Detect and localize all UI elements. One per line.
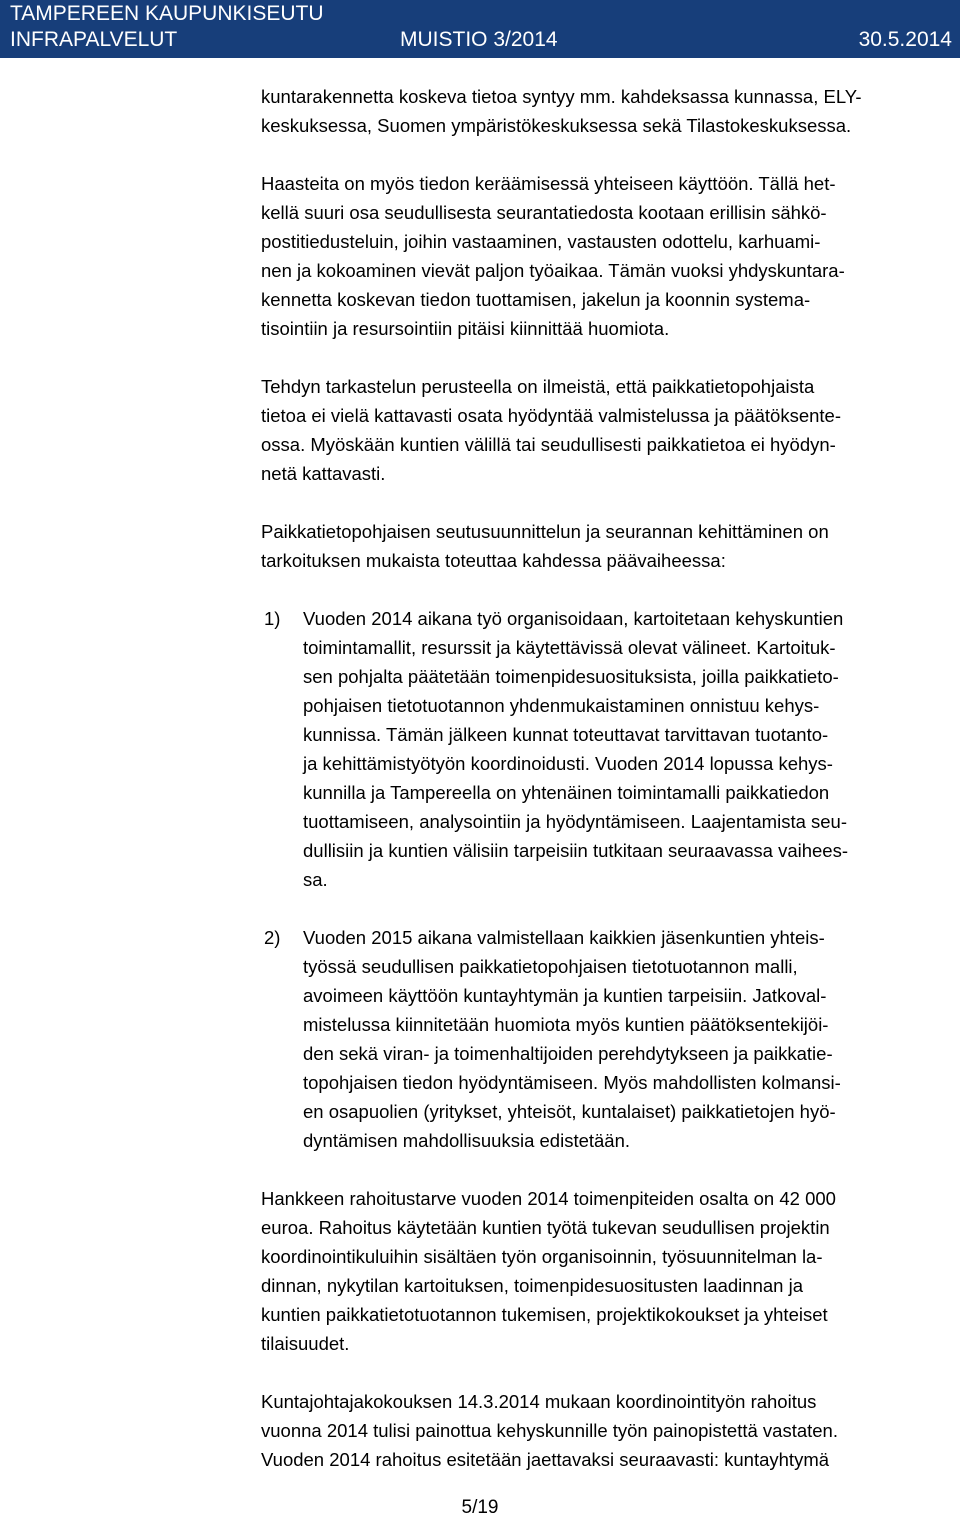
text-line: kennetta koskevan tiedon tuottamisen, jakelun ja koonnin systema-: [261, 289, 811, 310]
text-line: kunnilla ja Tampereella on yhtenäinen toimintamalli paikkatiedon: [303, 782, 830, 803]
text-line: avoimeen käyttöön kuntayhtymän ja kuntien tarpeisiin. Jatkoval-: [303, 985, 827, 1006]
list-number: 2): [264, 927, 281, 948]
text-line: koordinointikuluihin sisältäen työn organisoinnin, työsuunnitelman la-: [261, 1246, 823, 1267]
text-line: kellä suuri osa seudullisesta seurantatiedosta kootaan erillisin sähkö-: [261, 202, 827, 223]
text-line: työssä seudullisen paikkatietopohjaisen tietotuotannon malli,: [303, 956, 798, 977]
organization-name: TAMPEREEN KAUPUNKISEUTU: [10, 2, 324, 25]
text-line: mistelussa kiinnitetään huomiota myös kuntien päätöksentekijöi-: [303, 1014, 829, 1035]
text-line: ossa. Myöskään kuntien välillä tai seudullisesti paikkatietoa ei hyödyn-: [261, 434, 836, 455]
document-body: [261, 82, 951, 1503]
list-item-text: [303, 604, 951, 894]
text-line: dyntämisen mahdollisuuksia edistetään.: [303, 1130, 631, 1151]
document-date: 30.5.2014: [858, 28, 952, 51]
document-header: [0, 0, 960, 58]
paragraph: [261, 517, 951, 575]
list-item: [261, 604, 951, 894]
text-line: postitiedusteluin, joihin vastaaminen, vastausten odottelu, karhuami-: [261, 231, 821, 252]
paragraph: [261, 82, 951, 140]
text-line: Haasteita on myös tiedon keräämisessä yhteiseen käyttöön. Tällä het-: [261, 173, 836, 194]
text-line: kunnissa. Tämän jälkeen kunnat toteuttavat tarvittavan tuotanto-: [303, 724, 829, 745]
department-name: INFRAPALVELUT: [10, 28, 178, 51]
list-number: 1): [264, 608, 281, 629]
text-line: pohjaisen tietotuotannon yhdenmukaistaminen onnistuu kehys-: [303, 695, 820, 716]
text-line: Kuntajohtajakokouksen 14.3.2014 mukaan koordinointityön rahoitus: [261, 1391, 817, 1412]
text-line: Paikkatietopohjaisen seutusuunnittelun ja seurannan kehittäminen on: [261, 521, 829, 542]
text-line: tisointiin ja resursointiin pitäisi kiinnittää huomiota.: [261, 318, 670, 339]
paragraph: [261, 1387, 951, 1474]
text-line: Vuoden 2014 aikana työ organisoidaan, kartoitetaan kehyskuntien: [303, 608, 844, 629]
paragraph: [261, 169, 951, 343]
text-line: vuonna 2014 tulisi painottua kehyskunnille työn painopistettä vastaten.: [261, 1420, 838, 1441]
list-item: [261, 923, 951, 1155]
text-line: dinnan, nykytilan kartoituksen, toimenpidesuositusten laadinnan ja: [261, 1275, 803, 1296]
text-line: Tehdyn tarkastelun perusteella on ilmeistä, että paikkatietopohjaista: [261, 376, 815, 397]
text-line: tietoa ei vielä kattavasti osata hyödyntää valmistelussa ja päätöksente-: [261, 405, 841, 426]
text-line: keskuksessa, Suomen ympäristökeskuksessa sekä Tilastokeskuksessa.: [261, 115, 852, 136]
text-line: netä kattavasti.: [261, 463, 386, 484]
text-line: tilaisuudet.: [261, 1333, 350, 1354]
text-line: kuntarakennetta koskeva tietoa syntyy mm. kahdeksassa kunnassa, ELY-: [261, 86, 862, 107]
text-line: Vuoden 2014 rahoitus esitetään jaettavaksi seuraavasti: kuntayhtymä: [261, 1449, 830, 1470]
text-line: tarkoituksen mukaista toteuttaa kahdessa päävaiheessa:: [261, 550, 726, 571]
text-line: topohjaisen tiedon hyödyntämiseen. Myös mahdollisten kolmansi-: [303, 1072, 841, 1093]
text-line: sen pohjalta päätetään toimenpidesuosituksista, joilla paikkatieto-: [303, 666, 839, 687]
paragraph: [261, 372, 951, 488]
text-line: ja kehittämistyötyön koordinoidusti. Vuoden 2014 lopussa kehys-: [303, 753, 833, 774]
text-line: nen ja kokoaminen vievät paljon työaikaa. Tämän vuoksi yhdyskuntara-: [261, 260, 845, 281]
text-line: kuntien paikkatietotuotannon tukemisen, projektikokoukset ja yhteiset: [261, 1304, 828, 1325]
text-line: dullisiin ja kuntien välisiin tarpeisiin tutkitaan seuraavassa vaihees-: [303, 840, 849, 861]
text-line: euroa. Rahoitus käytetään kuntien työtä tukevan seudullisen projektin: [261, 1217, 830, 1238]
text-line: den sekä viran- ja toimenhaltijoiden perehdytykseen ja paikkatie-: [303, 1043, 833, 1064]
text-line: Hankkeen rahoitustarve vuoden 2014 toimenpiteiden osalta on 42 000: [261, 1188, 836, 1209]
page-number: 5/19: [461, 1497, 499, 1518]
text-line: en osapuolien (yritykset, yhteisöt, kuntalaiset) paikkatietojen hyö-: [303, 1101, 836, 1122]
paragraph: [261, 1184, 951, 1358]
text-line: Vuoden 2015 aikana valmistellaan kaikkien jäsenkuntien yhteis-: [303, 927, 825, 948]
text-line: toimintamallit, resurssit ja käytettävissä olevat välineet. Kartoituk-: [303, 637, 836, 658]
text-line: sa.: [303, 869, 328, 890]
text-line: tuottamiseen, analysointiin ja hyödyntämiseen. Laajentamista seu-: [303, 811, 848, 832]
document-id: MUISTIO 3/2014: [400, 28, 558, 51]
list-item-text: [303, 923, 951, 1155]
